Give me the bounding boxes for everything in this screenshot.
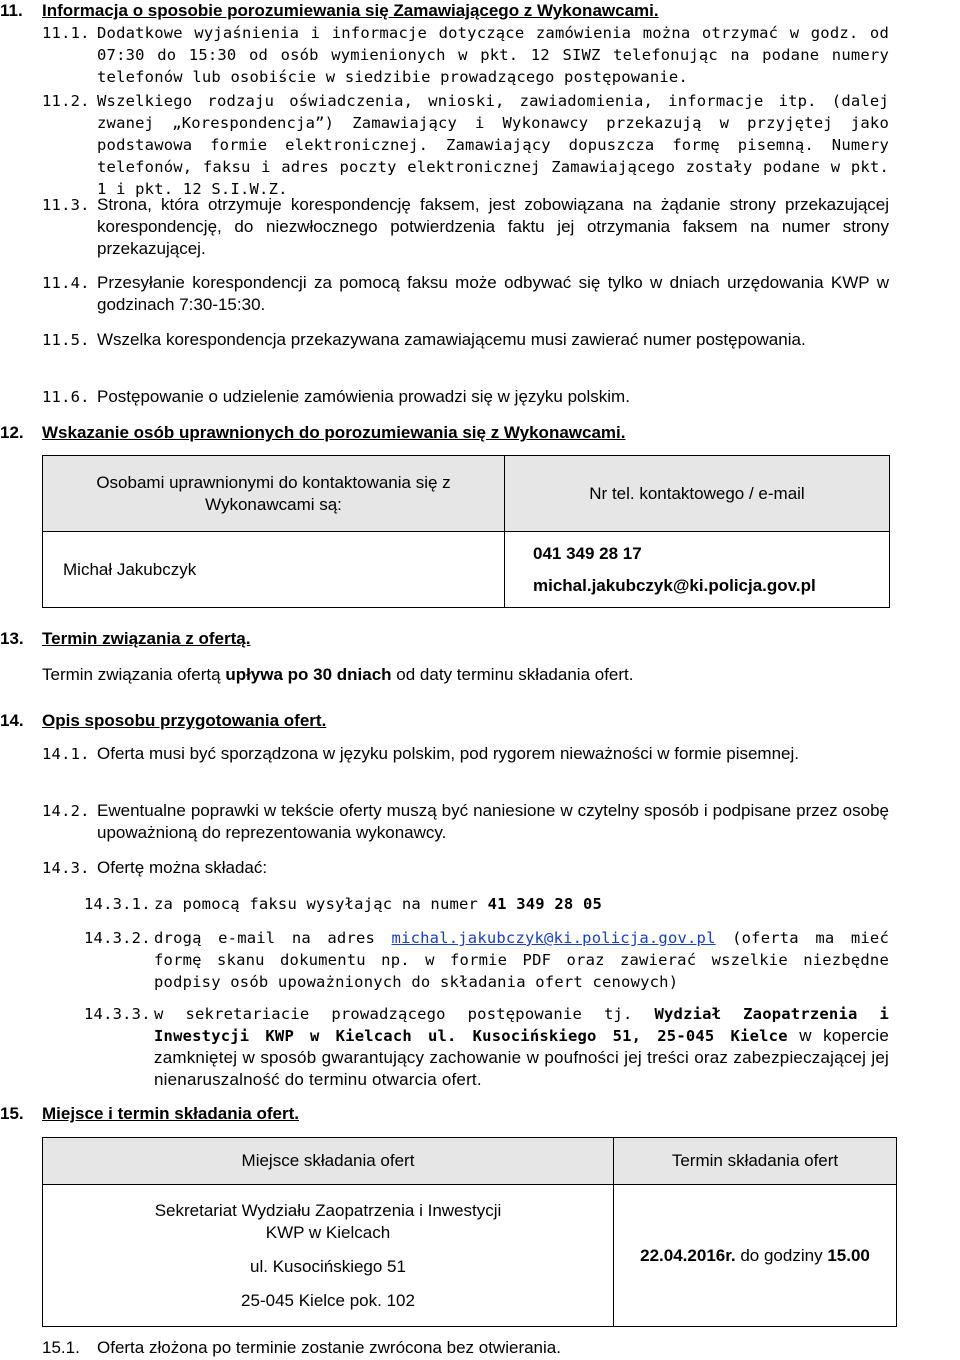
item-number: 15.1. xyxy=(42,1338,80,1357)
paragraph-14-3-1 xyxy=(84,893,889,915)
phone-number: 041 349 28 17 xyxy=(533,543,642,563)
submission-table xyxy=(42,1137,897,1327)
item-text: Oferta musi być sporządzona w języku polskim, pod rygorem nieważności w formie pisemnej. xyxy=(97,744,799,763)
item-text: Strona, która otrzymuje korespondencję faksem, jest zobowiązana na żądanie strony przekazującej korespondencję, do niezwłocznego potwierdzenia faktu jej otrzymania faksem na numer strony przekazującej. xyxy=(97,195,889,258)
section-number: 12. xyxy=(0,423,24,442)
deadline-date: 22.04.2016r. xyxy=(640,1245,736,1265)
contact-cell xyxy=(505,532,890,608)
item-text: za pomocą faksu wysyłając na numer xyxy=(154,895,488,913)
email-link[interactable]: michal.jakubczyk@ki.policja.gov.pl xyxy=(391,929,716,947)
section-title: Miejsce i termin składania ofert. xyxy=(42,1104,299,1123)
section-12-heading xyxy=(0,422,900,444)
paragraph-14-3-3 xyxy=(84,1003,889,1091)
table-row xyxy=(43,532,890,608)
table-row xyxy=(43,1185,897,1327)
section-title: Termin związania z ofertą. xyxy=(42,629,251,648)
item-number: 11.5. xyxy=(42,331,90,349)
header-cell xyxy=(614,1138,897,1185)
item-number: 14.3.3. xyxy=(84,1005,151,1023)
paragraph-14-3-2 xyxy=(84,927,889,993)
section-number: 14. xyxy=(0,711,24,730)
contact-table xyxy=(42,455,890,608)
person-name: Michał Jakubczyk xyxy=(63,559,197,579)
section-title: Wskazanie osób uprawnionych do porozumiewania się z Wykonawcami. xyxy=(42,423,626,442)
paragraph-14-3 xyxy=(42,857,889,879)
item-number: 14.3.1. xyxy=(84,895,151,913)
item-text: Przesyłanie korespondencji za pomocą faksu może odbywać się tylko w dniach urzędowania KWP w godzinach 7:30-15:30. xyxy=(97,273,889,314)
section-title: Informacja o sposobie porozumiewania się Zamawiającego z Wykonawcami. xyxy=(42,1,659,20)
paragraph-11-2 xyxy=(42,90,889,200)
paragraph-11-4 xyxy=(42,272,889,316)
address-bold: Wydział Zaopatrzenia i Inwestycji KWP w Kielcach ul. Kusocińskiego 51, 25-045 Kielce xyxy=(154,1005,889,1045)
header-right-text: Nr tel. kontaktowego / e-mail xyxy=(589,483,805,503)
item-text: w kopercie zamkniętej w sposób gwarantujący zachowanie w poufności jej treści oraz zabezpieczającej jej nienaruszalność do terminu otwarcia ofert. xyxy=(154,1026,889,1089)
text-bold-part: upływa po 30 dniach xyxy=(225,665,392,684)
section-14-heading xyxy=(0,710,900,732)
text-part: Termin związania ofertą xyxy=(42,665,226,684)
paragraph-14-2 xyxy=(42,800,889,844)
paragraph-11-3 xyxy=(42,194,889,260)
section-13-heading xyxy=(0,628,900,650)
item-number: 14.3. xyxy=(42,859,90,877)
fax-number: 41 349 28 05 xyxy=(487,895,603,913)
item-text: Ewentualne poprawki w tekście oferty muszą być naniesione w czytelny sposób i podpisane przez osobę upoważnioną do reprezentowania wykonawcy. xyxy=(97,801,889,842)
deadline-text: do godziny xyxy=(735,1245,828,1265)
binding-period-text xyxy=(42,664,889,686)
header-cell xyxy=(43,456,505,532)
item-text: Dodatkowe wyjaśnienia i informacje dotyczące zamówienia można otrzymać w godz. od 07:30 do 15:30 od osób wymienionych w pkt. 12 SIWZ telefonując na podane numery telefonów lub osobiście w siedzibie prowadzącego postępowanie. xyxy=(97,24,889,86)
item-number: 14.2. xyxy=(42,802,90,820)
item-text: drogą e-mail na adres xyxy=(154,929,392,947)
paragraph-11-6 xyxy=(42,386,889,408)
paragraph-11-5 xyxy=(42,329,889,351)
item-text: Wszelka korespondencja przekazywana zamawiającemu musi zawierać numer postępowania. xyxy=(97,330,806,349)
place-line: ul. Kusocińskiego 51 xyxy=(250,1256,406,1276)
item-text: Ofertę można składać: xyxy=(97,858,268,877)
paragraph-11-1 xyxy=(42,22,889,88)
place-line: 25-045 Kielce pok. 102 xyxy=(241,1290,415,1310)
person-cell xyxy=(43,532,505,608)
item-number: 11.1. xyxy=(42,24,90,42)
paragraph-14-1 xyxy=(42,743,889,765)
item-number: 14.1. xyxy=(42,745,90,763)
item-number: 11.2. xyxy=(42,92,90,110)
item-text: Wszelkiego rodzaju oświadczenia, wnioski, zawiadomienia, informacje itp. (dalej zwanej „Korespondencja”) Zamawiający i Wykonawcy przekazują w przyjętej jako podstawowa formie elektronicznej. Zamawiający dopuszcza formę pisemną. Numery telefonów, faksu i adres poczty elektronicznej Zamawiającego zostały podane w pkt. 1 i pkt. 12 S.I.W.Z. xyxy=(97,92,889,198)
header-right-text: Termin składania ofert xyxy=(671,1151,839,1170)
item-number: 11.6. xyxy=(42,388,90,406)
deadline-cell xyxy=(614,1185,897,1327)
paragraph-15-1 xyxy=(42,1337,889,1359)
item-text: Postępowanie o udzielenie zamówienia prowadzi się w języku polskim. xyxy=(97,387,630,406)
place-cell xyxy=(43,1185,614,1327)
header-cell xyxy=(505,456,890,532)
text-part: od daty terminu składania ofert. xyxy=(391,665,634,684)
header-left-text: Osobami uprawnionymi do kontaktowania się z Wykonawcami są: xyxy=(96,472,451,514)
header-left-text: Miejsce składania ofert xyxy=(241,1151,415,1170)
table-header-row xyxy=(43,1138,897,1185)
section-number: 11. xyxy=(0,1,23,20)
email-address: michal.jakubczyk@ki.policja.gov.pl xyxy=(533,575,816,595)
header-cell xyxy=(43,1138,614,1185)
item-number: 14.3.2. xyxy=(84,929,151,947)
item-text: Oferta złożona po terminie zostanie zwrócona bez otwierania. xyxy=(97,1338,561,1357)
section-title: Opis sposobu przygotowania ofert. xyxy=(42,711,327,730)
section-number: 13. xyxy=(0,629,24,648)
section-number: 15. xyxy=(0,1104,24,1123)
item-number: 11.3. xyxy=(42,196,90,214)
deadline-hour: 15.00 xyxy=(827,1245,870,1265)
item-text: (oferta ma mieć formę skanu dokumentu np. w formie PDF oraz zawierać wszelkie niezbędne podpisy osób upoważnionych do składania ofert cenowych) xyxy=(154,929,889,991)
table-header-row xyxy=(43,456,890,532)
item-number: 11.4. xyxy=(42,274,90,292)
item-text: w sekretariacie prowadzącego postępowanie tj. xyxy=(154,1005,655,1023)
section-15-heading xyxy=(0,1103,900,1125)
place-line: KWP w Kielcach xyxy=(265,1222,391,1242)
section-11-heading xyxy=(0,0,900,22)
place-line: Sekretariat Wydziału Zaopatrzenia i Inwestycji xyxy=(154,1200,502,1220)
